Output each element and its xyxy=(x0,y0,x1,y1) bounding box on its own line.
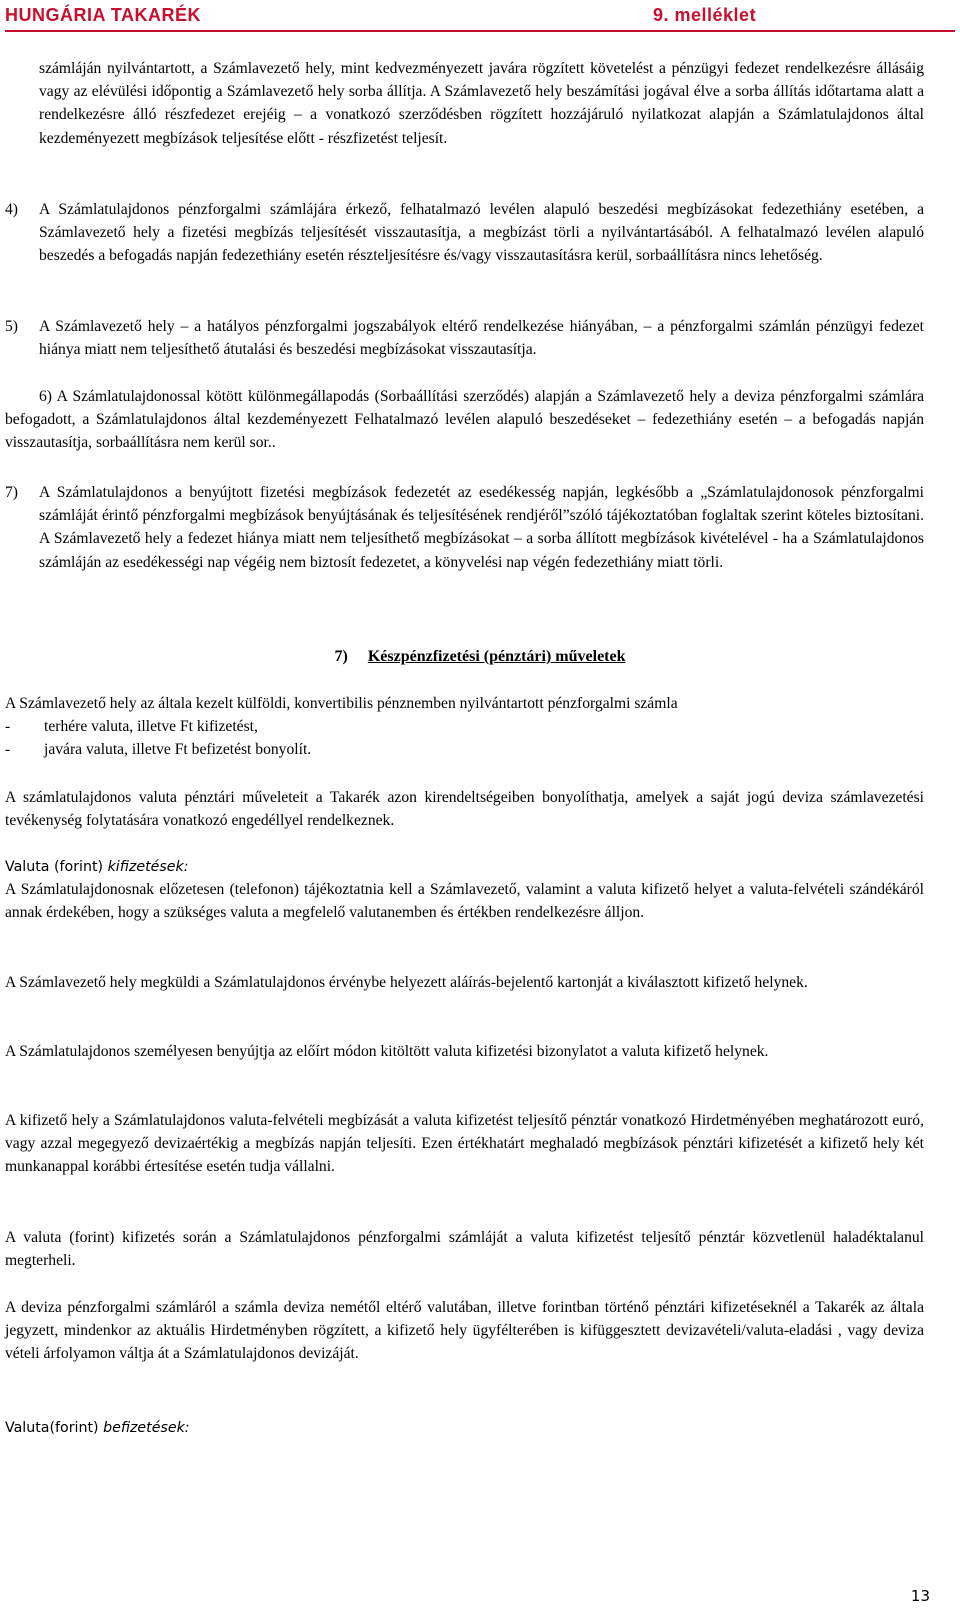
payout-paragraph-4: A kifizető hely a Számlatulajdonos valuta-felvételi megbízását a valuta kifizetést teljesítő pénztár vonatkozó Hirdetményében meghatározott euró, vagy azzal megegyező devizaértékig a megbízás napján teljesíti. Ezen értékhatárt meghaladó megbízások pénztári kifizetését a kifizető hely két munkanappal korábbi értesítése esetén tudja vállalni. xyxy=(5,1112,924,1176)
page-header xyxy=(5,4,955,30)
deposit-label-plain: Valuta(forint) xyxy=(5,1420,104,1436)
payout-label-plain: Valuta (forint) xyxy=(5,859,108,875)
payout-paragraph-1: A Számlatulajdonosnak előzetesen (telefonon) tájékoztatnia kell a Számlavezető, valamint a valuta kifizető helyet a valuta-felvételi szándékáról annak érdekében, hogy a szükséges valuta a megfelelő valutanemben és értékben rendelkezésre álljon. xyxy=(5,881,924,922)
payout-paragraph-6: A deviza pénzforgalmi számláról a számla deviza nemétől eltérő valutában, illetve forintban történő pénztári kifizetéseknél a Takarék az általa jegyzett, mindenkor az aktuális Hirdetményben rögzített, a kifizető hely ügyfélterében is kifüggesztett devizavételi/valuta-eladási , vagy deviza vételi árfolyamon váltja át a Számlatulajdonos devizáját. xyxy=(5,1299,924,1363)
section-heading-number: 7) xyxy=(334,648,348,665)
list-item xyxy=(5,715,924,739)
payout-label-italic: kifizetések: xyxy=(107,859,189,875)
paragraph-7: A Számlatulajdonos a benyújtott fizetési megbízások fedezetét az esedékesség napján, legkésőbb a „Számlatulajdonosok pénzforgalmi számláját érintő pénzforgalmi megbízások benyújtásának és teljesítésének rendjéről”szóló tájékoztatóban foglaltak szerint köteles biztosítani. A Számlavezető hely a fedezet hiánya miatt nem teljesíthető megbízásokat – a sorba állított megbízások kivételével - ha a Számlatulajdonos számláján az esedékességi nap végéig nem biztosít fedezetet, a könyvelési nap végén fedezethiány miatt törli. xyxy=(39,484,924,571)
dash-bullet: - xyxy=(5,741,11,758)
section-heading xyxy=(0,645,960,668)
cash-intro: A Számlavezető hely az általa kezelt külföldi, konvertibilis pénznemben nyilvántartott pénzforgalmi számla xyxy=(5,695,678,712)
list-item-text: terhére valuta, illetve Ft kifizetést, xyxy=(44,718,258,735)
item-number-7: 7) xyxy=(5,484,18,501)
header-rule xyxy=(5,30,955,32)
list-item xyxy=(5,738,924,762)
item-number-5: 5) xyxy=(5,318,18,335)
dash-bullet: - xyxy=(5,718,11,735)
item-number-4: 4) xyxy=(5,201,18,218)
paragraph-6: 6) A Számlatulajdonossal kötött különmegállapodás (Sorbaállítási szerződés) alapján a Számlavezető hely a deviza pénzforgalmi számlára befogadott, a Számlatulajdonos által kezdeményezett Felhatalmazó levélen alapuló beszedéseket – fedezethiány esetén – a befogadás napján visszautasítja, sorbaállításra nem kerül sor.. xyxy=(5,388,924,452)
page-number: 13 xyxy=(910,1587,930,1605)
paragraph-5: A Számlavezető hely – a hatályos pénzforgalmi jogszabályok eltérő rendelkezése hiányában, – a pénzforgalmi számlán pénzügyi fedezet hiánya miatt nem teljesíthető átutalási és beszedési megbízásokat visszautasítja. xyxy=(39,318,924,359)
offices-paragraph: A számlatulajdonos valuta pénztári műveleteit a Takarék azon kirendeltségeiben bonyolíthatja, amelyek a saját jogú deviza számlavezetési tevékenység folytatására vonatkozó engedéllyel rendelkeznek. xyxy=(5,789,924,830)
paragraph-4: A Számlatulajdonos pénzforgalmi számlájára érkező, felhatalmazó levélen alapuló beszedési megbízásokat fedezethiány esetében, a Számlavezető hely a fizetési megbízás teljesítését visszautasítja, a megbízást törli a nyilvántartásából. A felhatalmazó levélen alapuló beszedés a befogadás napján fedezethiány esetén részteljesítésre és/vagy visszautasításra kerül, sorbaállításra nincs lehetőség. xyxy=(39,201,924,265)
section-heading-title: Készpénzfizetési (pénztári) műveletek xyxy=(367,648,626,665)
annex-label: 9. melléklet xyxy=(653,5,757,25)
payout-paragraph-2: A Számlavezető hely megküldi a Számlatulajdonos érvénybe helyezett aláírás-bejelentő kartonját a kiválasztott kifizető helynek. xyxy=(5,974,808,991)
list-item-text: javára valuta, illetve Ft befizetést bonyolít. xyxy=(44,741,312,758)
brand-name: HUNGÁRIA TAKARÉK xyxy=(5,5,201,25)
deposit-label xyxy=(5,1416,924,1440)
deposit-label-italic: befizetések: xyxy=(103,1420,190,1436)
payout-paragraph-5: A valuta (forint) kifizetés során a Számlatulajdonos pénzforgalmi számláját a valuta kifizetést teljesítő pénztár közvetlenül haladéktalanul megterheli. xyxy=(5,1229,924,1270)
payout-paragraph-3: A Számlatulajdonos személyesen benyújtja az előírt módon kitöltött valuta kifizetési bizonylatot a valuta kifizető helynek. xyxy=(5,1043,769,1060)
payout-label xyxy=(5,855,924,879)
continued-paragraph: számláján nyilvántartott, a Számlavezető hely, mint kedvezményezett javára rögzített követelést a pénzügyi fedezet rendelkezésre állásáig vagy az elévülési időpontig a Számlavezető hely sorba állítja. A Számlavezető hely beszámítási jogával élve a sorba állítás időtartama alatt a rendelkezésre álló részfedezet erejéig – a vonatkozó szerződésben rögzített hozzájáruló nyilatkozat alapján a Számlatulajdonos által kezdeményezett megbízások teljesítése előtt - részfizetést teljesít. xyxy=(39,60,924,147)
